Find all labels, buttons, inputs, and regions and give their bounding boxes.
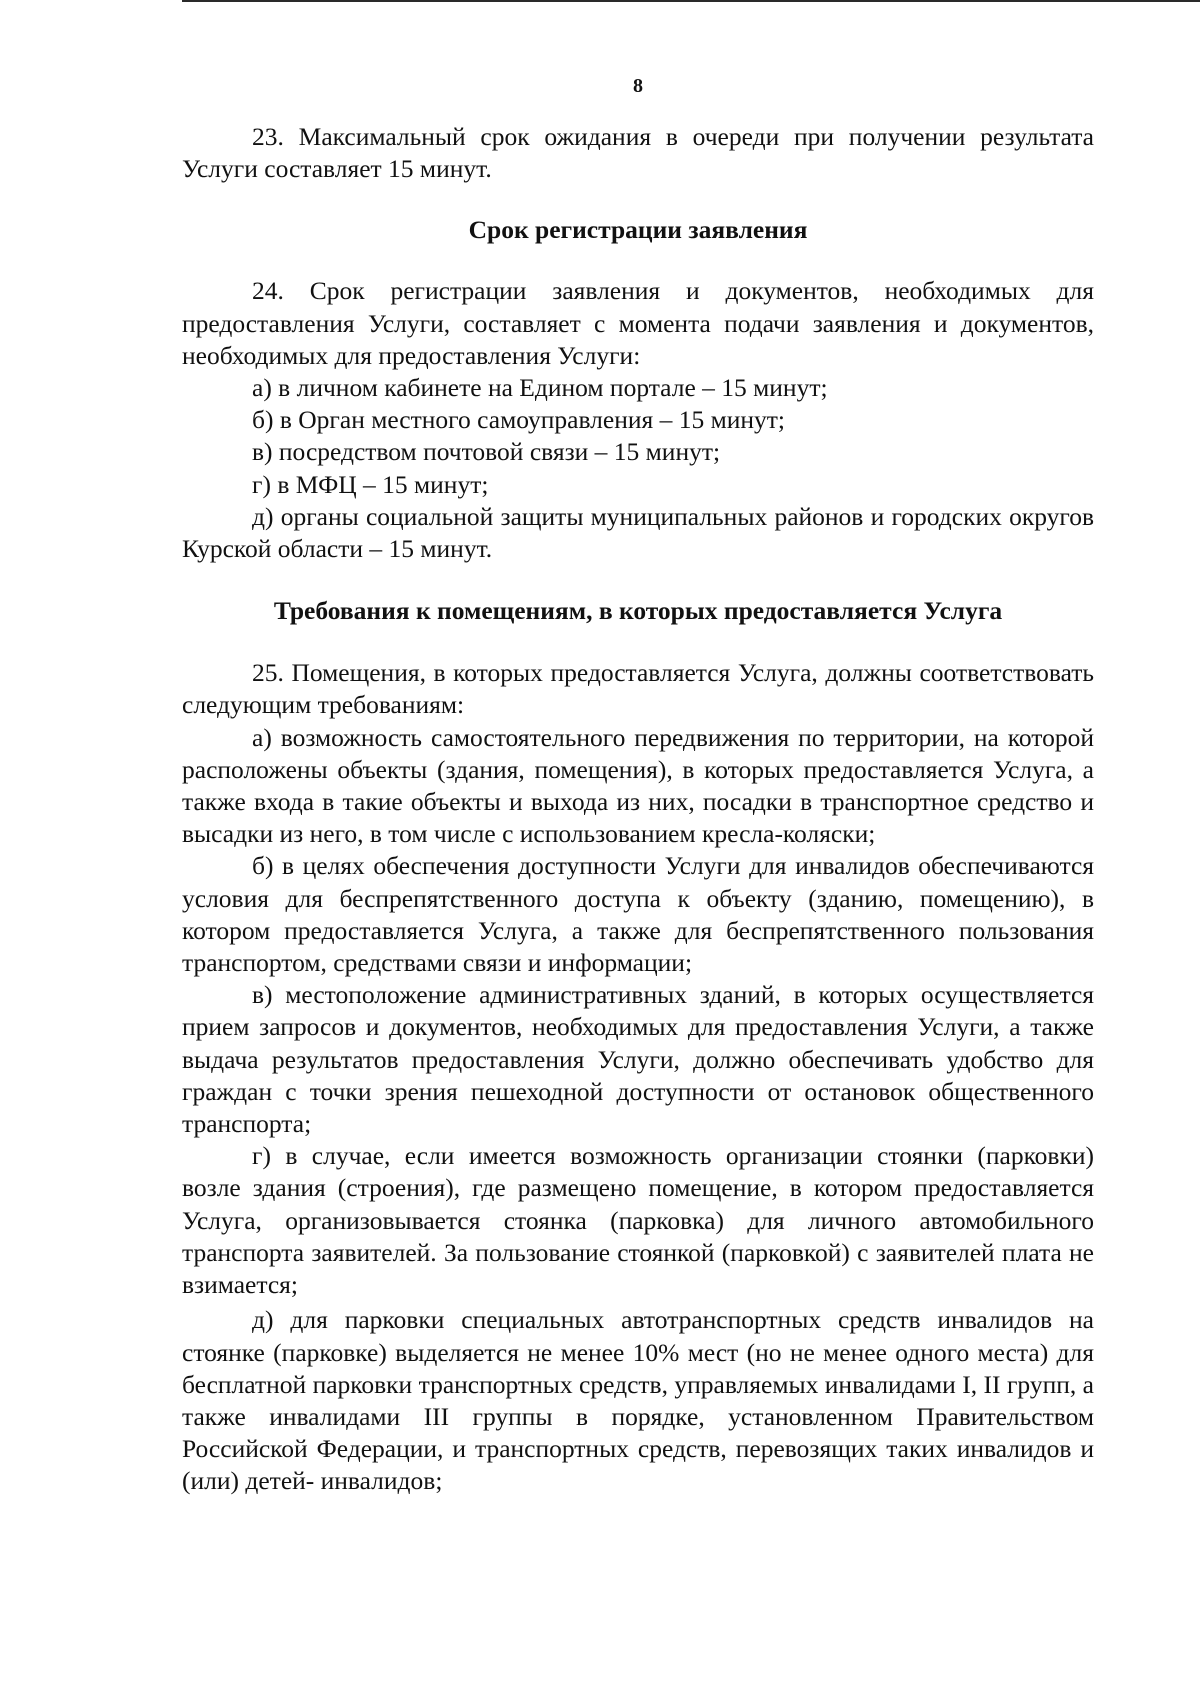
paragraph-25: 25. Помещения, в которых предоставляется Услуга, должны соответствовать следующим требованиям: bbox=[182, 658, 1094, 720]
paragraph-23: 23. Максимальный срок ожидания в очереди при получении результата Услуги составляет 15 минут. bbox=[182, 122, 1094, 184]
section-heading-registration: Срок регистрации заявления bbox=[468, 215, 808, 245]
paragraph-25-c: в) местоположение административных зданий, в которых осуществляется прием запросов и документов, необходимых для предоставления Услуги, а также выдача результатов предоставления Услуги, должно обеспечивать удобство для граждан с точки зрения пешеходной доступности от остановок общественного транспорта; bbox=[182, 980, 1094, 1139]
paragraph-24-c: в) посредством почтовой связи – 15 минут; bbox=[252, 437, 721, 467]
paragraph-24: 24. Срок регистрации заявления и документов, необходимых для предоставления Услуги, составляет с момента подачи заявления и документов, необходимых для предоставления Услуги: bbox=[182, 276, 1094, 370]
paragraph-25-e: д) для парковки специальных автотранспортных средств инвалидов на стоянке (парковке) выделяется не менее 10% мест (но не менее одного места) для бесплатной парковки транспортных средств, управляемых инвалидами I, II групп, а также инвалидами III группы в порядке, установленном Правительством Российской Федерации, и транспортных средств, перевозящих таких инвалидов и (или) детей- инвалидов; bbox=[182, 1305, 1094, 1496]
document-body bbox=[182, 121, 1094, 1498]
paragraph-24-b: б) в Орган местного самоуправления – 15 минут; bbox=[252, 405, 785, 435]
page-number: 8 bbox=[633, 75, 643, 97]
paragraph-25-a: а) возможность самостоятельного передвижения по территории, на которой расположены объекты (здания, помещения), в которых предоставляется Услуга, а также входа в такие объекты и выхода из них, посадки в транспортное средство и высадки из него, в том числе с использованием кресла-коляски; bbox=[182, 722, 1094, 849]
section-heading-premises: Требования к помещениям, в которых предоставляется Услуга bbox=[273, 596, 1003, 626]
paragraph-25-b: б) в целях обеспечения доступности Услуги для инвалидов обеспечиваются условия для беспрепятственного доступа к объекту (зданию, помещению), в котором предоставляется Услуга, а также для беспрепятственного пользования транспортом, средствами связи и информации; bbox=[182, 851, 1094, 978]
paragraph-25-d: г) в случае, если имеется возможность организации стоянки (парковки) возле здания (строения), где размещено помещение, в котором предоставляется Услуга, организовывается стоянка (парковка) для личного автомобильного транспорта заявителей. За пользование стоянкой (парковкой) с заявителей плата не взимается; bbox=[182, 1141, 1094, 1300]
paragraph-24-e: д) органы социальной защиты муниципальных районов и городских округов Курской области – 15 минут. bbox=[182, 501, 1094, 564]
scan-top-rule bbox=[182, 0, 1200, 2]
paragraph-24-a: а) в личном кабинете на Едином портале – 15 минут; bbox=[252, 373, 828, 403]
paragraph-24-d: г) в МФЦ – 15 минут; bbox=[252, 469, 489, 499]
